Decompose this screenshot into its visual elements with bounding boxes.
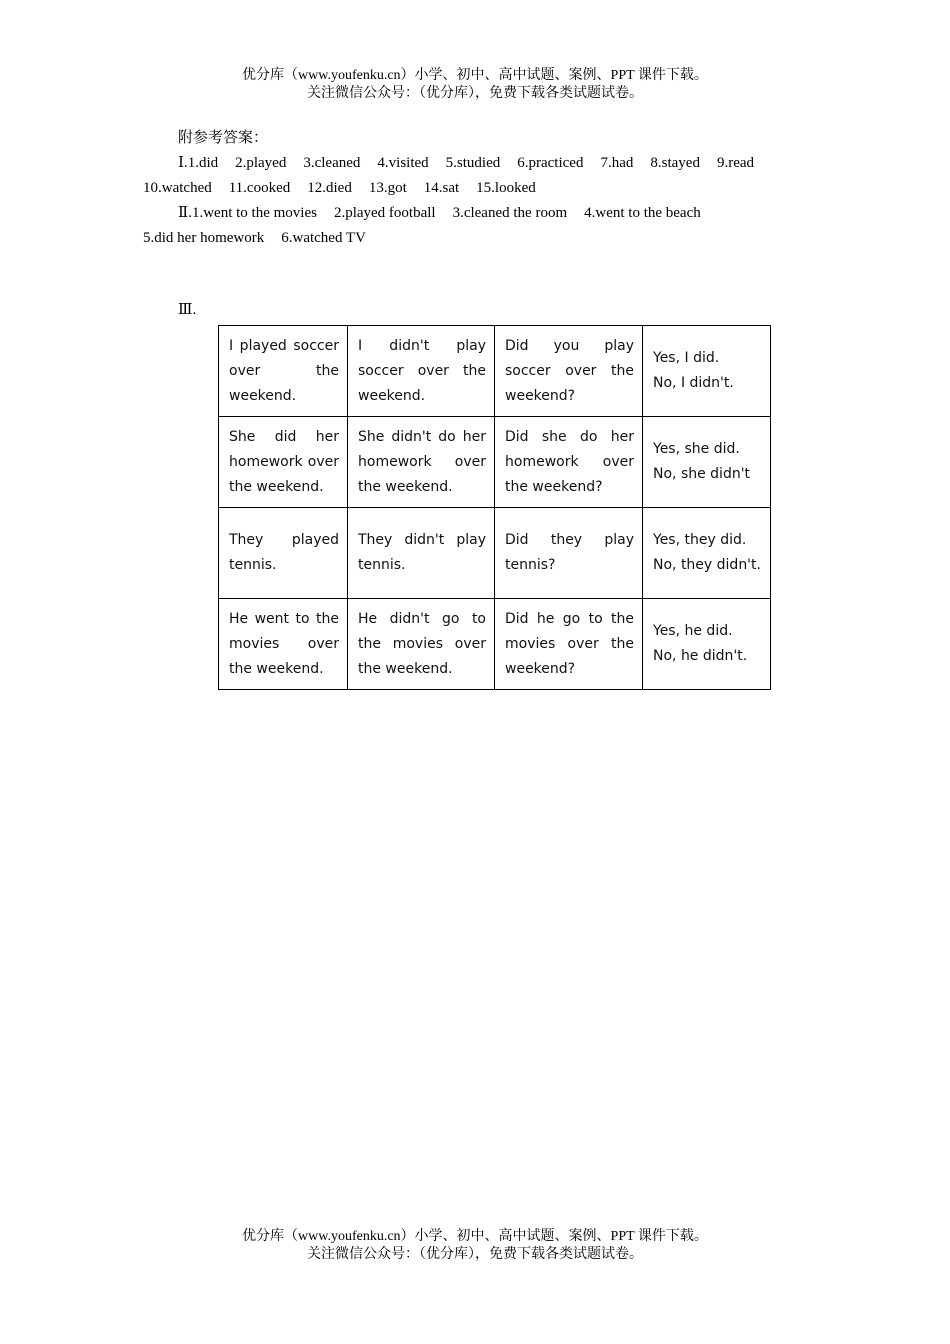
sentence-table [218, 325, 771, 690]
negative-cell: I didn't play soccer over the weekend. [348, 326, 495, 417]
answer-item: 2.played football [333, 205, 436, 221]
section-1-line-1 [143, 151, 813, 176]
statement-cell: He went to the movies over the weekend. [219, 599, 348, 690]
answer-item: 1.went to the movies [191, 205, 317, 221]
short-answer-no: No, he didn't. [653, 648, 748, 664]
section-3-label: Ⅲ. [178, 302, 197, 318]
answer-item: 7.had [600, 155, 634, 171]
short-answer-no: No, they didn't. [653, 557, 761, 573]
answer-item: 3.cleaned [303, 155, 361, 171]
table-row [219, 326, 771, 417]
answer-item: 6.practiced [517, 155, 584, 171]
answer-item: 11.cooked [228, 180, 291, 196]
statement-cell: I played soccer over the weekend. [219, 326, 348, 417]
section-1-line-2 [143, 176, 813, 201]
page-footer [0, 1228, 950, 1264]
answer-item: 9.read [716, 155, 755, 171]
question-cell: Did you play soccer over the weekend? [495, 326, 643, 417]
negative-cell: She didn't do her homework over the weekend. [348, 417, 495, 508]
footer-line-1: 优分库（www.youfenku.cn）小学、初中、高中试题、案例、PPT 课件下载。 [242, 1229, 708, 1244]
short-answer-cell [643, 326, 771, 417]
header-line-1: 优分库（www.youfenku.cn）小学、初中、高中试题、案例、PPT 课件下载。 [242, 68, 708, 83]
negative-cell: He didn't go to the movies over the weekend. [348, 599, 495, 690]
short-answer-no: No, I didn't. [653, 375, 734, 391]
footer-line-2: 关注微信公众号：（优分库），免费下载各类试题试卷。 [307, 1247, 643, 1262]
short-answer-yes: Yes, he did. [653, 623, 733, 639]
question-cell: Did she do her homework over the weekend? [495, 417, 643, 508]
short-answer-cell [643, 417, 771, 508]
answer-item: 14.sat [423, 180, 460, 196]
statement-cell: She did her homework over the weekend. [219, 417, 348, 508]
table-row [219, 417, 771, 508]
statement-cell: They played tennis. [219, 508, 348, 599]
page-header [0, 67, 950, 103]
section-2-label: Ⅱ. [178, 205, 192, 221]
table-row [219, 508, 771, 599]
question-cell: Did they play tennis? [495, 508, 643, 599]
table-row [219, 599, 771, 690]
answer-key-title: 附参考答案： [178, 130, 269, 146]
answer-item: 4.went to the beach [584, 205, 701, 221]
answer-item: 10.watched [143, 180, 212, 196]
short-answer-yes: Yes, she did. [653, 441, 740, 457]
header-line-2: 关注微信公众号：（优分库），免费下载各类试题试卷。 [307, 86, 643, 101]
short-answer-cell [643, 508, 771, 599]
answer-item: 6.watched TV [281, 230, 366, 246]
negative-cell: They didn't play tennis. [348, 508, 495, 599]
short-answer-yes: Yes, they did. [653, 532, 747, 548]
section-2-line-2 [143, 226, 813, 251]
answer-item: 4.visited [377, 155, 429, 171]
answer-item: 13.got [368, 180, 407, 196]
question-cell: Did he go to the movies over the weekend? [495, 599, 643, 690]
answer-item: 2.played [235, 155, 287, 171]
short-answer-cell [643, 599, 771, 690]
answer-key [143, 126, 813, 251]
answer-item: 8.stayed [650, 155, 700, 171]
short-answer-no: No, she didn't [653, 466, 751, 482]
answer-item: 1.did [187, 155, 219, 171]
answer-item: 15.looked [476, 180, 536, 196]
answer-item: 3.cleaned the room [452, 205, 568, 221]
section-2-line-1 [143, 201, 813, 226]
answer-item: 5.did her homework [143, 230, 265, 246]
answer-item: 5.studied [445, 155, 501, 171]
short-answer-yes: Yes, I did. [653, 350, 720, 366]
answer-item: 12.died [307, 180, 352, 196]
section-1-label: Ⅰ. [178, 155, 188, 171]
